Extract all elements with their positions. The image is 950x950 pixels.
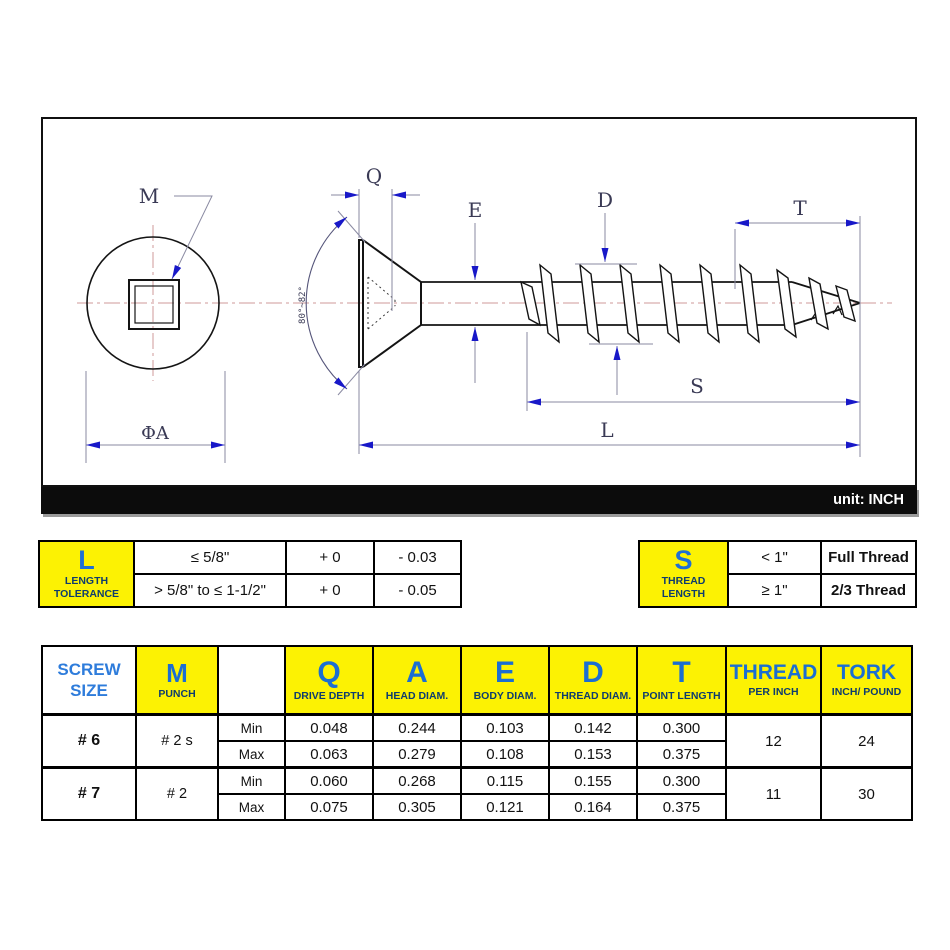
- s-range-1: < 1": [728, 541, 821, 574]
- s-value-1: Full Thread: [821, 541, 916, 574]
- header-q-drive-depth: Q DRIVE DEPTH: [285, 646, 373, 715]
- l-minus-1: - 0.03: [374, 541, 461, 574]
- spec-table: [41, 645, 913, 821]
- cell-6-min-t: 0.300: [637, 715, 726, 742]
- cell-6-min-a: 0.244: [373, 715, 461, 742]
- header-d-thread-diam: D THREAD DIAM.: [549, 646, 637, 715]
- thread-length-table: [638, 540, 917, 608]
- cell-6-min-q: 0.048: [285, 715, 373, 742]
- cell-7-min-t: 0.300: [637, 768, 726, 795]
- cell-6-min-d: 0.142: [549, 715, 637, 742]
- cell-7-max-q: 0.075: [285, 794, 373, 820]
- l-minus-2: - 0.05: [374, 574, 461, 607]
- cell-7-min-a: 0.268: [373, 768, 461, 795]
- s-value-2: 2/3 Thread: [821, 574, 916, 607]
- technical-drawing-box: [41, 117, 917, 487]
- label-t: T: [793, 196, 807, 220]
- header-screw-size: SCREW SIZE: [42, 646, 136, 715]
- cell-7-max-a: 0.305: [373, 794, 461, 820]
- header-m-punch: M PUNCH: [136, 646, 218, 715]
- header-a-head-diam: A HEAD DIAM.: [373, 646, 461, 715]
- cell-7-max-t: 0.375: [637, 794, 726, 820]
- length-tolerance-symbol-cell: [39, 541, 134, 607]
- cell-7-tpi: 11: [726, 768, 821, 821]
- cell-6-max-a: 0.279: [373, 741, 461, 768]
- cell-6-tpi: 12: [726, 715, 821, 768]
- cell-6-max-q: 0.063: [285, 741, 373, 768]
- cell-size-6: # 6: [42, 715, 136, 768]
- dia-a-dimension: [86, 371, 225, 463]
- label-m: M: [138, 184, 160, 208]
- label-l: L: [600, 418, 614, 442]
- cell-6-max-t: 0.375: [637, 741, 726, 768]
- label-q: Q: [365, 164, 383, 188]
- length-tolerance-title: LENGTH TOLERANCE: [53, 574, 120, 600]
- header-thread-per-inch: THREAD PER INCH: [726, 646, 821, 715]
- thread-length-title: THREAD LENGTH: [661, 574, 706, 600]
- label-s: S: [690, 374, 704, 398]
- symbol-s: S: [674, 544, 693, 575]
- header-t-point-length: T POINT LENGTH: [637, 646, 726, 715]
- header-e-body-diam: E BODY DIAM.: [461, 646, 549, 715]
- m-leader-arrow: [172, 196, 212, 279]
- cell-min-label: Min: [218, 715, 285, 742]
- label-dia-a: ΦA: [141, 423, 169, 444]
- cell-min-label: Min: [218, 768, 285, 795]
- cell-6-max-e: 0.108: [461, 741, 549, 768]
- l-plus-2: + 0: [286, 574, 374, 607]
- unit-bar: unit: INCH: [41, 487, 917, 514]
- cell-punch-7: # 2: [136, 768, 218, 821]
- cell-max-label: Max: [218, 741, 285, 768]
- row-7-min: [42, 768, 912, 795]
- cell-6-min-e: 0.103: [461, 715, 549, 742]
- cell-7-max-e: 0.121: [461, 794, 549, 820]
- cell-6-tork: 24: [821, 715, 912, 768]
- cell-7-min-e: 0.115: [461, 768, 549, 795]
- header-tork: TORK INCH/ POUND: [821, 646, 912, 715]
- cell-7-min-q: 0.060: [285, 768, 373, 795]
- cell-7-tork: 30: [821, 768, 912, 821]
- cell-size-7: # 7: [42, 768, 136, 821]
- cell-7-max-d: 0.164: [549, 794, 637, 820]
- l-plus-1: + 0: [286, 541, 374, 574]
- length-tolerance-table: [38, 540, 462, 608]
- symbol-l: L: [78, 544, 95, 575]
- cell-punch-6: # 2 s: [136, 715, 218, 768]
- row-6-min: [42, 715, 912, 742]
- cell-max-label: Max: [218, 794, 285, 820]
- s-dimension: [527, 332, 860, 411]
- thread-length-symbol-cell: [639, 541, 728, 607]
- header-minmax-spacer: [218, 646, 285, 715]
- cell-7-min-d: 0.155: [549, 768, 637, 795]
- label-e: E: [467, 198, 483, 222]
- l-range-1: ≤ 5/8": [134, 541, 286, 574]
- s-range-2: ≥ 1": [728, 574, 821, 607]
- label-d: D: [596, 188, 614, 212]
- screw-drawing: [43, 119, 915, 485]
- cell-6-max-d: 0.153: [549, 741, 637, 768]
- l-range-2: > 5/8" to ≤ 1-1/2": [134, 574, 286, 607]
- label-head-angle: 80°~82°: [298, 286, 308, 324]
